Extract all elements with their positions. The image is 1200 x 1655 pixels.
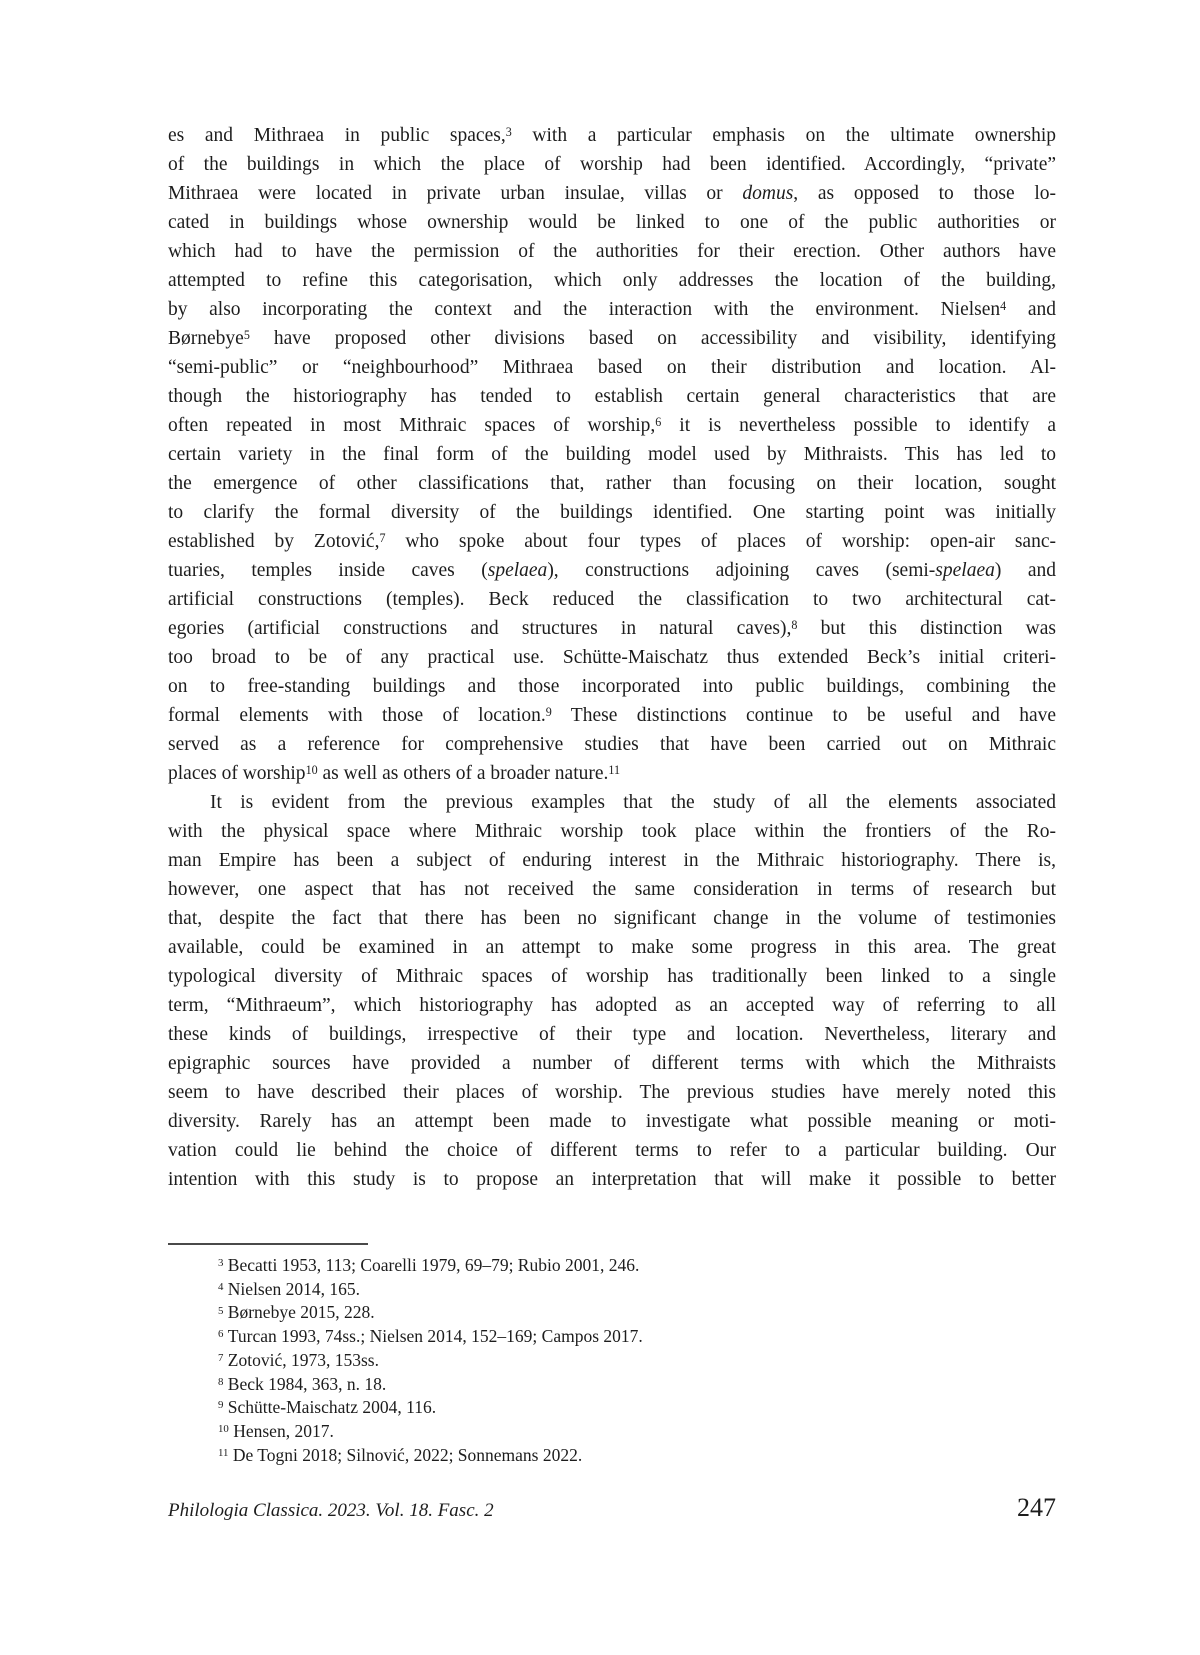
- body-text-line: too broad to be of any practical use. Schütte-Maischatz thus extended Beck’s initial criteri-: [168, 647, 1056, 668]
- body-text-line: with the physical space where Mithraic worship took place within the frontiers of the Ro-: [168, 821, 1056, 842]
- body-text-line: es and Mithraea in public spaces,$^3$ with a particular emphasis on the ultimate ownership: [168, 124, 1056, 146]
- footnote-number: 11: [218, 1446, 229, 1459]
- footnote-ref: 10: [305, 762, 318, 777]
- body-text-line: seem to have described their places of worship. The previous studies have merely noted this: [168, 1082, 1056, 1103]
- footnotes: [168, 1254, 1056, 1467]
- footnote-ref: 4: [1000, 298, 1007, 313]
- page-footer: [168, 1492, 1056, 1523]
- body-text-line: egories (artificial constructions and structures in natural caves),$^8$ but this distinction was: [168, 617, 1056, 639]
- body-text-line: diversity. Rarely has an attempt been made to investigate what possible meaning or moti-: [168, 1111, 1056, 1132]
- body-text-line: intention with this study is to propose an interpretation that will make it possible to better: [168, 1169, 1056, 1190]
- body-text-line: artificial constructions (temples). Beck reduced the classification to two architectural cat-: [168, 589, 1056, 610]
- footnote-number: 7: [218, 1351, 224, 1364]
- footnote-ref: 6: [655, 414, 662, 429]
- footnote-item: $^5$ Børnebye 2015, 228.: [218, 1302, 375, 1323]
- footnote-item: $^6$ Turcan 1993, 74ss.; Nielsen 2014, 152–169; Campos 2017.: [218, 1326, 643, 1347]
- footnote-number: 10: [218, 1423, 229, 1436]
- body-text-line: of the buildings in which the place of worship had been identified. Accordingly, “private”: [168, 154, 1056, 175]
- body-text-line: the emergence of other classifications that, rather than focusing on their location, sought: [168, 473, 1056, 494]
- body-text-line: certain variety in the final form of the building model used by Mithraists. This has led to: [168, 444, 1056, 465]
- footnote-item: $^{11}$ De Togni 2018; Silnović, 2022; Sonnemans 2022.: [218, 1444, 583, 1465]
- footnote-number: 3: [218, 1257, 224, 1270]
- body-text: [168, 121, 1056, 1194]
- footnote-number: 8: [218, 1375, 224, 1388]
- footnote-number: 6: [218, 1328, 224, 1341]
- footnote-item: $^{10}$ Hensen, 2017.: [218, 1420, 334, 1441]
- body-text-line: that, despite the fact that there has been no significant change in the volume of testimonies: [168, 908, 1056, 929]
- footnote-number: 4: [218, 1280, 224, 1293]
- body-text-line: though the historiography has tended to establish certain general characteristics that are: [168, 386, 1056, 407]
- body-text-line: formal elements with those of location.$^9$ These distinctions continue to be useful and have: [168, 704, 1056, 726]
- footnote-item: $^7$ Zotović, 1973, 153ss.: [218, 1349, 379, 1370]
- footnote-ref: 8: [791, 617, 798, 632]
- footnote-item: $^4$ Nielsen 2014, 165.: [218, 1278, 361, 1299]
- body-text-line: tuaries, temples inside caves (spelaea), constructions adjoining caves (semi-spelaea) and: [168, 560, 1056, 581]
- body-text-line: established by Zotović,$^7$ who spoke about four types of places of worship: open-air sanc-: [168, 530, 1056, 552]
- body-text-line: by also incorporating the context and the interaction with the environment. Nielsen$^4$ and: [168, 298, 1056, 320]
- body-text-line: Børnebye$^5$ have proposed other divisions based on accessibility and visibility, identifying: [168, 327, 1056, 349]
- italic-term: domus: [742, 183, 794, 204]
- footnote-ref: 9: [545, 704, 552, 719]
- body-text-line: served as a reference for comprehensive studies that have been carried out on Mithraic: [168, 734, 1056, 755]
- body-text-line: often repeated in most Mithraic spaces of worship,$^6$ it is nevertheless possible to identify a: [168, 414, 1056, 436]
- footnote-separator: [168, 1243, 368, 1245]
- body-text-line: available, could be examined in an attempt to make some progress in this area. The great: [168, 937, 1056, 958]
- body-text-line: “semi-public” or “neighbourhood” Mithraea based on their distribution and location. Al-: [168, 357, 1056, 378]
- footnote-ref: 3: [505, 124, 512, 139]
- footnote-ref: 7: [379, 530, 386, 545]
- body-text-line: to clarify the formal diversity of the buildings identified. One starting point was initially: [168, 502, 1056, 523]
- footnote-item: $^8$ Beck 1984, 363, n. 18.: [218, 1373, 387, 1394]
- footnote-number: 5: [218, 1304, 224, 1317]
- body-text-line: however, one aspect that has not received the same consideration in terms of research but: [168, 879, 1056, 900]
- body-text-line: places of worship$^{10}$ as well as others of a broader nature.$^{11}$: [168, 762, 621, 784]
- italic-term: spelaea: [487, 560, 548, 581]
- page-number: 247: [1017, 1493, 1056, 1522]
- body-text-line: term, “Mithraeum”, which historiography has adopted as an accepted way of referring to all: [168, 995, 1056, 1016]
- footnote-ref: 11: [608, 762, 621, 777]
- body-text-line: these kinds of buildings, irrespective of their type and location. Nevertheless, literary and: [168, 1024, 1056, 1045]
- journal-citation: Philologia Classica. 2023. Vol. 18. Fasc. 2: [168, 1500, 494, 1521]
- italic-term: spelaea: [935, 560, 995, 581]
- body-text-line: It is evident from the previous examples that the study of all the elements associated: [210, 792, 1056, 813]
- footnote-number: 9: [218, 1399, 224, 1412]
- body-text-line: attempted to refine this categorisation, which only addresses the location of the building,: [168, 270, 1056, 291]
- body-text-line: typological diversity of Mithraic spaces of worship has traditionally been linked to a single: [168, 966, 1056, 987]
- body-text-line: on to free-standing buildings and those incorporated into public buildings, combining the: [168, 676, 1056, 697]
- body-text-line: man Empire has been a subject of enduring interest in the Mithraic historiography. There is,: [168, 850, 1056, 871]
- footnote-ref: 5: [243, 327, 250, 342]
- footnote-item: $^3$ Becatti 1953, 113; Coarelli 1979, 69–79; Rubio 2001, 246.: [218, 1255, 640, 1275]
- body-text-line: Mithraea were located in private urban insulae, villas or domus, as opposed to those lo-: [168, 183, 1056, 204]
- body-text-line: vation could lie behind the choice of different terms to refer to a particular building. Our: [168, 1140, 1056, 1161]
- body-text-line: which had to have the permission of the authorities for their erection. Other authors have: [168, 241, 1056, 262]
- footnote-item: $^9$ Schütte-Maischatz 2004, 116.: [218, 1397, 437, 1418]
- body-text-line: cated in buildings whose ownership would be linked to one of the public authorities or: [168, 212, 1056, 233]
- body-text-line: epigraphic sources have provided a number of different terms with which the Mithraists: [168, 1053, 1056, 1074]
